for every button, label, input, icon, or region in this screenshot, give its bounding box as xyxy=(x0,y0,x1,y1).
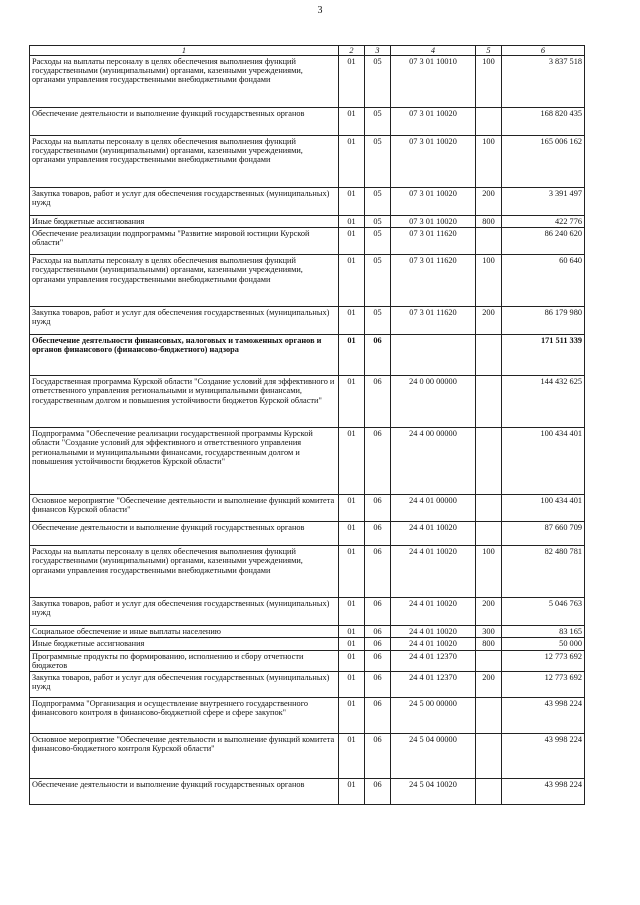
cell-subsection: 06 xyxy=(365,598,391,626)
cell-section: 01 xyxy=(339,108,365,136)
cell-amount: 422 776 xyxy=(502,216,585,228)
cell-section: 01 xyxy=(339,56,365,108)
cell-subsection: 06 xyxy=(365,671,391,697)
cell-name: Закупка товаров, работ и услуг для обеспечения государственных (муниципальных) нужд xyxy=(30,598,339,626)
cell-amount: 83 165 xyxy=(502,626,585,638)
cell-expense-type: 300 xyxy=(476,626,502,638)
cell-name: Обеспечение деятельности финансовых, налоговых и таможенных органов и органов финансового (финансово-бюджетного) надзора xyxy=(30,335,339,376)
table-body xyxy=(30,56,585,805)
table-row xyxy=(30,598,585,626)
cell-name: Обеспечение деятельности и выполнение функций государственных органов xyxy=(30,778,339,804)
cell-name: Расходы на выплаты персоналу в целях обеспечения выполнения функций государственными (муниципальными) органами, казенными учреждениями, органами управления государственными внебюджетными фондами xyxy=(30,255,339,307)
cell-target-article: 24 4 01 10020 xyxy=(391,598,476,626)
cell-expense-type: 200 xyxy=(476,188,502,216)
cell-section: 01 xyxy=(339,638,365,650)
cell-amount: 144 432 625 xyxy=(502,376,585,428)
cell-section: 01 xyxy=(339,376,365,428)
table-row xyxy=(30,428,585,495)
cell-target-article: 24 4 01 12370 xyxy=(391,650,476,671)
cell-target-article: 24 5 00 00000 xyxy=(391,697,476,733)
header-cell-amount: 6 xyxy=(502,46,585,56)
cell-target-article: 07 3 01 10010 xyxy=(391,56,476,108)
cell-section: 01 xyxy=(339,228,365,255)
budget-table xyxy=(29,45,585,805)
table-row xyxy=(30,495,585,522)
cell-expense-type xyxy=(476,376,502,428)
cell-target-article: 07 3 01 10020 xyxy=(391,216,476,228)
cell-section: 01 xyxy=(339,307,365,335)
cell-section: 01 xyxy=(339,626,365,638)
cell-amount: 12 773 692 xyxy=(502,650,585,671)
cell-subsection: 06 xyxy=(365,495,391,522)
table-row xyxy=(30,376,585,428)
cell-target-article: 07 3 01 10020 xyxy=(391,188,476,216)
cell-amount: 5 046 763 xyxy=(502,598,585,626)
cell-expense-type: 800 xyxy=(476,216,502,228)
cell-target-article: 07 3 01 11620 xyxy=(391,228,476,255)
cell-target-article xyxy=(391,335,476,376)
cell-amount: 100 434 401 xyxy=(502,495,585,522)
cell-name: Обеспечение деятельности и выполнение функций государственных органов xyxy=(30,108,339,136)
cell-section: 01 xyxy=(339,650,365,671)
cell-subsection: 06 xyxy=(365,626,391,638)
cell-expense-type: 800 xyxy=(476,638,502,650)
cell-expense-type xyxy=(476,228,502,255)
cell-section: 01 xyxy=(339,136,365,188)
cell-target-article: 07 3 01 11620 xyxy=(391,255,476,307)
cell-target-article: 07 3 01 11620 xyxy=(391,307,476,335)
cell-expense-type xyxy=(476,733,502,778)
cell-section: 01 xyxy=(339,216,365,228)
cell-expense-type xyxy=(476,778,502,804)
cell-expense-type xyxy=(476,650,502,671)
cell-subsection: 05 xyxy=(365,188,391,216)
cell-section: 01 xyxy=(339,522,365,546)
cell-name: Социальное обеспечение и иные выплаты населению xyxy=(30,626,339,638)
cell-expense-type: 200 xyxy=(476,598,502,626)
cell-name: Подпрограмма "Организация и осуществление внутреннего государственного финансового контроля в финансово-бюджетной сфере и сфере закупок" xyxy=(30,697,339,733)
cell-amount: 3 837 518 xyxy=(502,56,585,108)
cell-name: Основное мероприятие "Обеспечение деятельности и выполнение функций комитета финансово-бюджетного контроля Курской области" xyxy=(30,733,339,778)
cell-subsection: 06 xyxy=(365,335,391,376)
cell-section: 01 xyxy=(339,671,365,697)
table-row xyxy=(30,216,585,228)
cell-target-article: 24 0 00 00000 xyxy=(391,376,476,428)
cell-subsection: 06 xyxy=(365,650,391,671)
header-cell-expense-type: 5 xyxy=(476,46,502,56)
cell-name: Расходы на выплаты персоналу в целях обеспечения выполнения функций государственными (муниципальными) органами, казенными учреждениями, органами управления государственными внебюджетными фондами xyxy=(30,546,339,598)
cell-amount: 12 773 692 xyxy=(502,671,585,697)
table-row xyxy=(30,778,585,804)
cell-section: 01 xyxy=(339,697,365,733)
cell-amount: 3 391 497 xyxy=(502,188,585,216)
cell-target-article: 24 4 00 00000 xyxy=(391,428,476,495)
cell-amount: 43 998 224 xyxy=(502,733,585,778)
table-row xyxy=(30,697,585,733)
cell-subsection: 05 xyxy=(365,56,391,108)
cell-subsection: 05 xyxy=(365,307,391,335)
cell-target-article: 24 5 04 10020 xyxy=(391,778,476,804)
cell-name: Подпрограмма "Обеспечение реализации государственной программы Курской области "Создание условий для эффективного и ответственного управления региональными и муниципальными финансами, государственным долгом и повышения устойчивости бюджетов Курской области" xyxy=(30,428,339,495)
table-row xyxy=(30,56,585,108)
cell-name: Программные продукты по формированию, исполнению и сбору отчетности бюджетов xyxy=(30,650,339,671)
cell-section: 01 xyxy=(339,428,365,495)
table-row xyxy=(30,733,585,778)
cell-amount: 50 000 xyxy=(502,638,585,650)
cell-subsection: 06 xyxy=(365,546,391,598)
cell-section: 01 xyxy=(339,733,365,778)
cell-name: Обеспечение деятельности и выполнение функций государственных органов xyxy=(30,522,339,546)
cell-name: Основное мероприятие "Обеспечение деятельности и выполнение функций комитета финансов Курской области" xyxy=(30,495,339,522)
table-row xyxy=(30,307,585,335)
header-row xyxy=(30,46,585,56)
cell-section: 01 xyxy=(339,255,365,307)
header-cell-subsection: 3 xyxy=(365,46,391,56)
cell-subsection: 05 xyxy=(365,228,391,255)
cell-subsection: 05 xyxy=(365,216,391,228)
cell-expense-type xyxy=(476,495,502,522)
cell-name: Закупка товаров, работ и услуг для обеспечения государственных (муниципальных) нужд xyxy=(30,307,339,335)
cell-subsection: 06 xyxy=(365,428,391,495)
cell-subsection: 06 xyxy=(365,522,391,546)
cell-expense-type: 200 xyxy=(476,307,502,335)
cell-section: 01 xyxy=(339,335,365,376)
cell-expense-type xyxy=(476,522,502,546)
cell-section: 01 xyxy=(339,546,365,598)
table-row xyxy=(30,136,585,188)
cell-subsection: 05 xyxy=(365,108,391,136)
table-row xyxy=(30,228,585,255)
cell-amount: 86 179 980 xyxy=(502,307,585,335)
cell-name: Закупка товаров, работ и услуг для обеспечения государственных (муниципальных) нужд xyxy=(30,671,339,697)
cell-section: 01 xyxy=(339,188,365,216)
header-cell-section: 2 xyxy=(339,46,365,56)
cell-target-article: 24 4 01 10020 xyxy=(391,546,476,598)
cell-amount: 60 640 xyxy=(502,255,585,307)
cell-section: 01 xyxy=(339,598,365,626)
cell-expense-type: 100 xyxy=(476,255,502,307)
table-row xyxy=(30,255,585,307)
cell-amount: 171 511 339 xyxy=(502,335,585,376)
table-row xyxy=(30,626,585,638)
cell-target-article: 24 4 01 12370 xyxy=(391,671,476,697)
cell-expense-type xyxy=(476,697,502,733)
table-row xyxy=(30,522,585,546)
cell-name: Государственная программа Курской области "Создание условий для эффективного и ответственного управления региональными и муниципальными финансами, государственным долгом и повышения устойчивости бюджетов Курской области" xyxy=(30,376,339,428)
cell-amount: 168 820 435 xyxy=(502,108,585,136)
cell-section: 01 xyxy=(339,495,365,522)
table-row xyxy=(30,650,585,671)
cell-target-article: 07 3 01 10020 xyxy=(391,136,476,188)
cell-expense-type xyxy=(476,335,502,376)
cell-name: Иные бюджетные ассигнования xyxy=(30,638,339,650)
cell-subsection: 06 xyxy=(365,638,391,650)
cell-amount: 43 998 224 xyxy=(502,697,585,733)
table-row xyxy=(30,335,585,376)
table-row xyxy=(30,108,585,136)
cell-amount: 100 434 401 xyxy=(502,428,585,495)
cell-amount: 86 240 620 xyxy=(502,228,585,255)
cell-subsection: 05 xyxy=(365,136,391,188)
cell-name: Расходы на выплаты персоналу в целях обеспечения выполнения функций государственными (муниципальными) органами, казенными учреждениями, органами управления государственными внебюджетными фондами xyxy=(30,56,339,108)
cell-amount: 165 006 162 xyxy=(502,136,585,188)
cell-expense-type xyxy=(476,108,502,136)
cell-name: Закупка товаров, работ и услуг для обеспечения государственных (муниципальных) нужд xyxy=(30,188,339,216)
cell-subsection: 06 xyxy=(365,733,391,778)
cell-name: Расходы на выплаты персоналу в целях обеспечения выполнения функций государственными (муниципальными) органами, казенными учреждениями, органами управления государственными внебюджетными фондами xyxy=(30,136,339,188)
cell-name: Иные бюджетные ассигнования xyxy=(30,216,339,228)
cell-target-article: 24 4 01 10020 xyxy=(391,626,476,638)
cell-expense-type: 100 xyxy=(476,136,502,188)
cell-target-article: 24 4 01 10020 xyxy=(391,638,476,650)
cell-target-article: 24 5 04 00000 xyxy=(391,733,476,778)
cell-expense-type xyxy=(476,428,502,495)
table-row xyxy=(30,188,585,216)
header-cell-target-article: 4 xyxy=(391,46,476,56)
cell-subsection: 06 xyxy=(365,376,391,428)
cell-subsection: 06 xyxy=(365,697,391,733)
cell-name: Обеспечение реализации подпрограммы "Развитие мировой юстиции Курской области" xyxy=(30,228,339,255)
cell-expense-type: 100 xyxy=(476,56,502,108)
cell-subsection: 06 xyxy=(365,778,391,804)
cell-expense-type: 100 xyxy=(476,546,502,598)
table-row xyxy=(30,546,585,598)
cell-subsection: 05 xyxy=(365,255,391,307)
cell-target-article: 24 4 01 00000 xyxy=(391,495,476,522)
cell-expense-type: 200 xyxy=(476,671,502,697)
table-row xyxy=(30,638,585,650)
page-number: 3 xyxy=(317,5,323,16)
cell-amount: 82 480 781 xyxy=(502,546,585,598)
header-cell-name: 1 xyxy=(30,46,339,56)
cell-target-article: 24 4 01 10020 xyxy=(391,522,476,546)
cell-amount: 87 660 709 xyxy=(502,522,585,546)
cell-amount: 43 998 224 xyxy=(502,778,585,804)
cell-target-article: 07 3 01 10020 xyxy=(391,108,476,136)
cell-section: 01 xyxy=(339,778,365,804)
table-row xyxy=(30,671,585,697)
